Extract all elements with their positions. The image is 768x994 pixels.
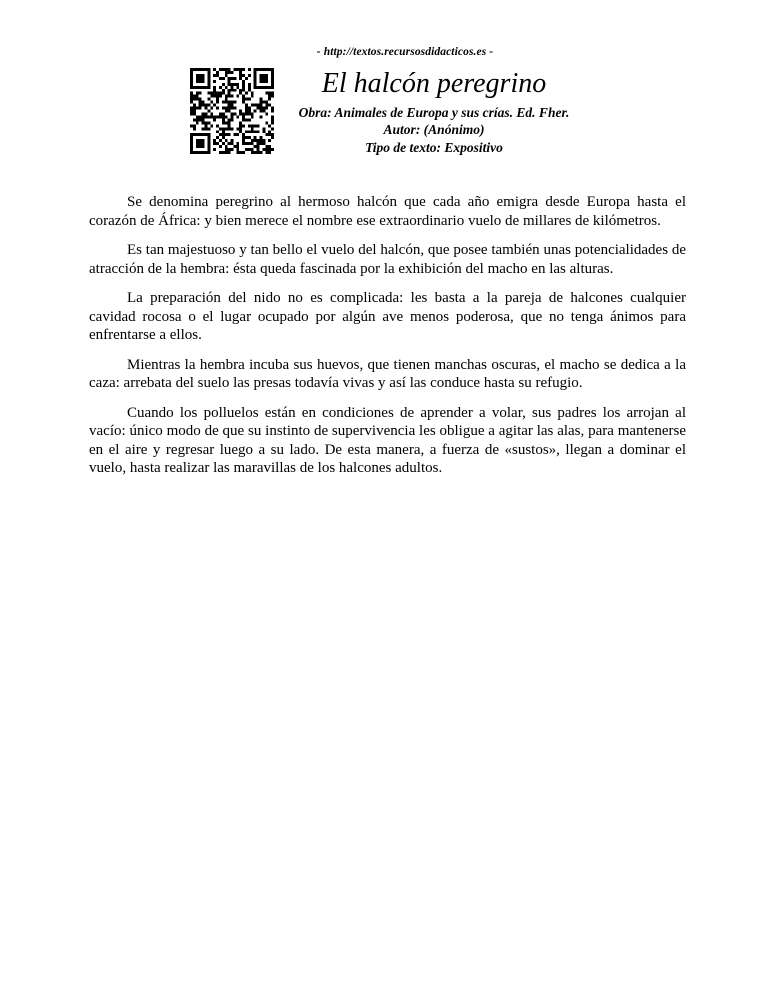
author-line: Autor: (Anónimo): [383, 122, 485, 137]
source-url: - http://textos.recursosdidacticos.es -: [316, 46, 494, 58]
work-line: Obra: Animales de Europa y sus crías. Ed. Fher.: [298, 105, 570, 120]
paragraph: Mientras la hembra incuba sus huevos, que tienen manchas oscuras, el macho se dedica a la caza: arrebata del suelo las presas todavía vivas y así las conduce hasta su refugio.: [89, 356, 686, 391]
paragraph: Es tan majestuoso y tan bello el vuelo del halcón, que posee también unas potencialidades de atracción de la hembra: ésta queda fascinada por la exhibición del macho en las alturas.: [89, 242, 686, 277]
text-type-line: Tipo de texto: Expositivo: [365, 140, 503, 155]
paragraph: Cuando los polluelos están en condiciones de aprender a volar, sus padres los arrojan al vacío: único modo de que su instinto de supervivencia les obligue a agitar las alas, para mantenerse en el aire y regresar luego a su lado. De esta manera, a fuerza de «sustos», llegan a dominar el vuelo, hasta realizar las maravillas de los halcones adultos.: [89, 404, 686, 476]
paragraph: La preparación del nido no es complicada: les basta a la pareja de halcones cualquier cavidad rocosa o el lugar ocupado por algún ave menos poderosa, que no tenga ánimos para enfrentarse a ellos.: [89, 290, 686, 343]
body-text: [89, 193, 686, 489]
paragraph: Se denomina peregrino al hermoso halcón que cada año emigra desde Europa hasta el corazón de África: y bien merece el nombre ese extraordinario vuelo de millares de kilómetros.: [89, 194, 686, 229]
document-title: El halcón peregrino: [321, 68, 547, 99]
